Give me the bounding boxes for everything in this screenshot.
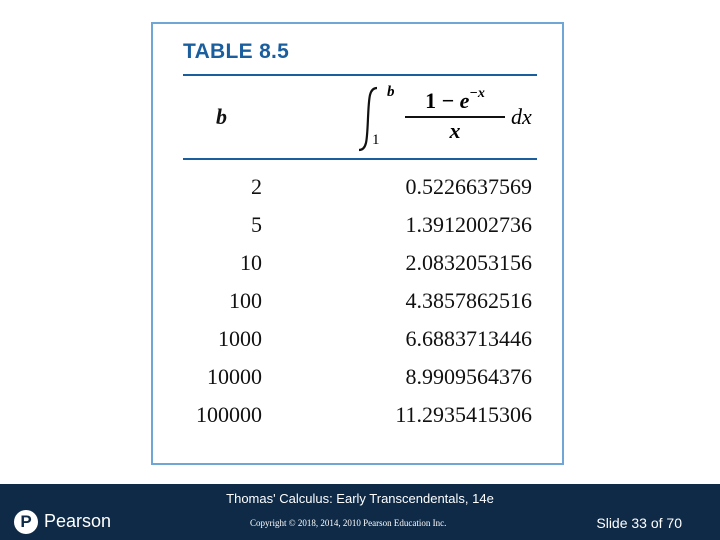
cell-value: 4.3857862516 — [405, 288, 532, 313]
cell-b: 10000 — [207, 364, 262, 389]
cell-b: 10 — [240, 250, 262, 275]
cell-value: 11.2935415306 — [395, 402, 532, 427]
brand-name: Pearson — [44, 511, 112, 531]
table-row — [153, 174, 562, 212]
integrand-numerator — [405, 86, 505, 114]
table-row — [153, 326, 562, 364]
table-row — [153, 250, 562, 288]
integral-lower-limit: 1 — [372, 132, 380, 148]
cell-b: 100 — [229, 288, 262, 313]
cell-value: 0.5226637569 — [405, 174, 532, 199]
integral-differential: dx — [511, 104, 532, 129]
cell-b: 2 — [251, 174, 262, 199]
copyright-notice: Copyright © 2018, 2014, 2010 Pearson Education Inc. — [250, 518, 447, 528]
cell-b: 5 — [251, 212, 262, 237]
table-title: TABLE 8.5 — [183, 40, 290, 63]
numerator-base: e — [459, 88, 470, 113]
integrand-denominator: x — [449, 118, 461, 143]
column-header-integral — [355, 84, 545, 154]
table-row — [153, 364, 562, 402]
cell-value: 8.9909564376 — [405, 364, 532, 389]
table-top-rule — [183, 74, 537, 76]
book-title: Thomas' Calculus: Early Transcendentals, 14e — [226, 491, 494, 506]
table-header-rule — [183, 158, 537, 160]
numerator-exponent: −x — [469, 86, 485, 101]
integral-sign-icon — [355, 84, 385, 154]
table-row — [153, 288, 562, 326]
cell-value: 6.6883713446 — [405, 326, 532, 351]
numerator-prefix: 1 − — [425, 88, 460, 113]
integral-upper-limit: b — [387, 84, 395, 100]
cell-value: 2.0832053156 — [405, 250, 532, 275]
table-row — [153, 212, 562, 250]
cell-value: 1.3912002736 — [405, 212, 532, 237]
column-header-b: b — [216, 104, 227, 129]
cell-b: 100000 — [196, 402, 262, 427]
table-frame — [151, 22, 564, 465]
slide-counter: Slide 33 of 70 — [596, 515, 682, 531]
slide-footer — [0, 484, 720, 540]
table-row — [153, 402, 562, 440]
pearson-logo-icon: P — [14, 510, 38, 534]
cell-b: 1000 — [218, 326, 262, 351]
